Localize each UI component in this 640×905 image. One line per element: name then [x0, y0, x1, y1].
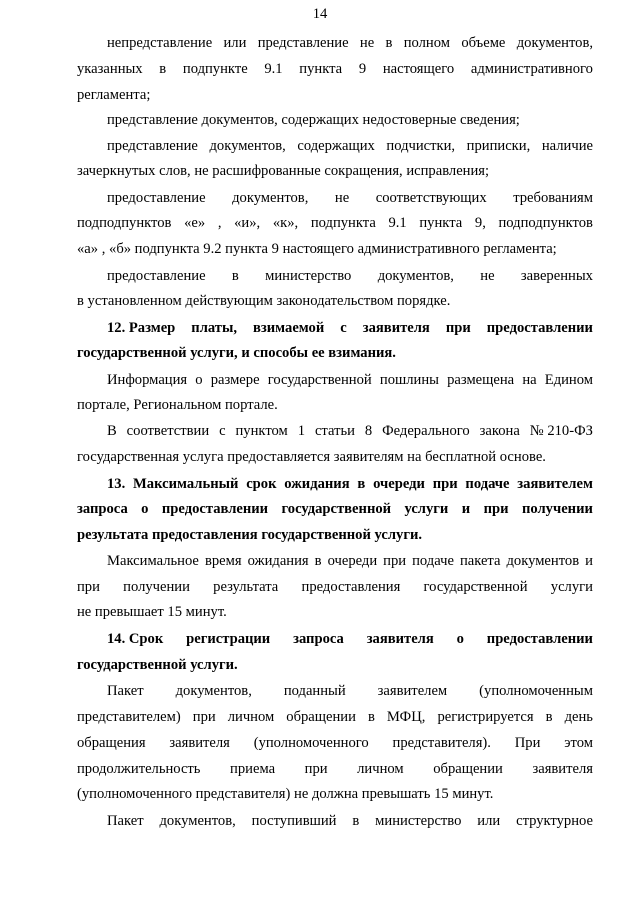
word: или [223, 35, 247, 51]
word: поданный [283, 683, 346, 699]
word: заявителя [169, 735, 230, 751]
word: 1 [297, 423, 305, 439]
word: пошлины [379, 372, 439, 388]
word: заверенных [520, 268, 593, 284]
word: представление [107, 138, 198, 154]
section-heading-line: результата предоставления государственной услуги. [77, 527, 423, 543]
word: В [107, 423, 117, 439]
word: при [432, 476, 458, 492]
word: услуги [404, 501, 449, 517]
word: не [359, 35, 375, 51]
word: личном [357, 761, 404, 777]
word: и [585, 553, 593, 569]
text-line: в установленном действующим законодательством порядке. [77, 293, 451, 309]
word: государственной [267, 372, 372, 388]
text-line [77, 733, 593, 753]
word: платы, [191, 320, 238, 336]
word: Максимальный [133, 476, 239, 492]
text-line: государственная услуга предоставляется заявителям на бесплатной основе. [77, 449, 546, 465]
word: продолжительность [77, 761, 201, 777]
text-line [77, 59, 593, 79]
text-line [107, 811, 593, 831]
word: 9.1 [264, 61, 283, 77]
word: «е» [184, 215, 206, 231]
word: документов, [516, 35, 593, 51]
text-line [77, 577, 593, 597]
word: заявителя [366, 631, 434, 647]
word: приписки, [466, 138, 531, 154]
word: документов, [159, 813, 236, 829]
word: обращении [433, 761, 503, 777]
text-line [77, 707, 593, 727]
word: пункта [299, 61, 343, 77]
word: соответствующих [375, 190, 487, 206]
word: услуги [550, 579, 593, 595]
word: (уполномоченного [253, 735, 369, 751]
word: настоящего [382, 61, 455, 77]
word: в [367, 709, 375, 725]
word: с [340, 320, 347, 336]
word: в [352, 813, 360, 829]
page-number: 14 [312, 6, 328, 22]
word: пункта [419, 215, 463, 231]
word: этом [564, 735, 593, 751]
word: очереди [373, 476, 425, 492]
text-line [107, 370, 593, 390]
text-line [77, 759, 593, 779]
word: на [522, 372, 537, 388]
text-line: портале, Региональном портале. [77, 397, 278, 413]
word: «к», [272, 215, 299, 231]
word: 9 [358, 61, 367, 77]
word: при [77, 579, 100, 595]
word: в [385, 35, 393, 51]
word: получении [521, 501, 593, 517]
word: При [514, 735, 541, 751]
word: документов, [377, 268, 454, 284]
word: требованиям [513, 190, 593, 206]
word: указанных [77, 61, 143, 77]
text-line [107, 33, 593, 53]
section-heading-line [107, 629, 593, 649]
word: ожидания [247, 553, 309, 569]
text-line: «а» , «б» подпункта 9.2 пункта 9 настоящего административного регламента; [77, 241, 557, 257]
word: при [483, 501, 509, 517]
word: с [219, 423, 226, 439]
word: заявителем [377, 683, 448, 699]
word: взимаемой [253, 320, 325, 336]
word: запроса [293, 631, 344, 647]
word: предоставлении [486, 320, 593, 336]
text-line [107, 266, 593, 286]
word: размере [210, 372, 260, 388]
word: результата [213, 579, 279, 595]
word: закона [479, 423, 520, 439]
word: поступивший [251, 813, 337, 829]
word: представителя). [392, 735, 491, 751]
word: личном [227, 709, 275, 725]
word: в [231, 268, 239, 284]
text-line: не превышает 15 минут. [77, 604, 227, 620]
word: подаче [465, 476, 510, 492]
word: ожидания [284, 476, 350, 492]
word: день [564, 709, 593, 725]
word: 14. Срок [107, 631, 164, 647]
word: при [383, 553, 407, 569]
word: документов, [232, 190, 309, 206]
word: запроса [77, 501, 128, 517]
word: представителем) [77, 709, 181, 725]
word: соответствии [126, 423, 210, 439]
text-line [107, 681, 593, 701]
word: в [357, 476, 366, 492]
word: Максимальное [107, 553, 199, 569]
word: Информация [107, 372, 188, 388]
word: при [192, 709, 216, 725]
word: подподпунктов [77, 215, 172, 231]
word: предоставление [107, 268, 206, 284]
word: в [545, 709, 553, 725]
text-line [107, 551, 593, 571]
text-line [77, 213, 593, 233]
word: в [314, 553, 322, 569]
section-heading-line: государственной услуги, и способы ее взимания. [77, 345, 396, 361]
word: документов, [175, 683, 252, 699]
text-line: зачеркнутых слов, не расшифрованные сокращения, исправления; [77, 163, 490, 179]
word: полном [403, 35, 450, 51]
word: обращения [77, 735, 146, 751]
section-heading-line: государственной услуги. [77, 657, 238, 673]
word: объеме [461, 35, 506, 51]
word: подчистки, [386, 138, 456, 154]
word: 13. [107, 476, 126, 492]
word: время [204, 553, 242, 569]
word: непредставление [107, 35, 213, 51]
word: (уполномоченным [479, 683, 593, 699]
word: государственной [423, 579, 528, 595]
word: подпункта [310, 215, 376, 231]
word: предоставлении [161, 501, 269, 517]
word: заявителем [517, 476, 593, 492]
text-line [107, 188, 593, 208]
word: не [334, 190, 350, 206]
word: получении [123, 579, 190, 595]
word: подподпунктов [498, 215, 593, 231]
word: регистрируется [437, 709, 534, 725]
word: № 210-ФЗ [529, 423, 593, 439]
word: министерство [375, 813, 462, 829]
text-line [107, 421, 593, 441]
word: структурное [516, 813, 593, 829]
word: 8 [364, 423, 373, 439]
word: или [477, 813, 501, 829]
word: о [456, 631, 464, 647]
word: государственной [281, 501, 392, 517]
word: заявителя [532, 761, 593, 777]
word: административного [470, 61, 593, 77]
word: , [217, 215, 222, 231]
text-line: регламента; [77, 87, 151, 103]
word: регистрации [186, 631, 271, 647]
word: министерство [265, 268, 352, 284]
text-line: (уполномоченного представителя) не должна превышать 15 минут. [77, 786, 494, 802]
word: обращении [286, 709, 356, 725]
word: документов, [209, 138, 286, 154]
word: «и», [234, 215, 261, 231]
word: содержащих [297, 138, 375, 154]
word: представление [257, 35, 349, 51]
word: и [461, 501, 471, 517]
word: статьи [314, 423, 355, 439]
word: 9.1 [388, 215, 407, 231]
word: пунктом [235, 423, 288, 439]
word: 12. Размер [107, 320, 176, 336]
word: срок [246, 476, 277, 492]
word: о [141, 501, 149, 517]
word: предоставление [107, 190, 206, 206]
word: подаче [412, 553, 454, 569]
word: предоставления [301, 579, 401, 595]
word: Едином [544, 372, 593, 388]
word: размещена [447, 372, 515, 388]
word: документов [506, 553, 580, 569]
section-heading-line [107, 318, 593, 338]
text-line [107, 136, 593, 156]
word: в [159, 61, 167, 77]
word: при [304, 761, 328, 777]
word: при [445, 320, 471, 336]
word: очереди [327, 553, 378, 569]
word: наличие [541, 138, 593, 154]
word: Пакет [107, 813, 144, 829]
word: заявителя [362, 320, 430, 336]
word: не [480, 268, 495, 284]
section-heading-line [107, 474, 593, 494]
text-line: представление документов, содержащих недостоверные сведения; [107, 112, 520, 128]
word: МФЦ, [386, 709, 426, 725]
word: приема [230, 761, 276, 777]
word: Федерального [382, 423, 470, 439]
word: подпункте [182, 61, 248, 77]
word: пакета [459, 553, 501, 569]
word: предоставлении [486, 631, 593, 647]
word: 9, [474, 215, 486, 231]
section-heading-line [77, 499, 593, 519]
word: о [195, 372, 203, 388]
word: Пакет [107, 683, 144, 699]
